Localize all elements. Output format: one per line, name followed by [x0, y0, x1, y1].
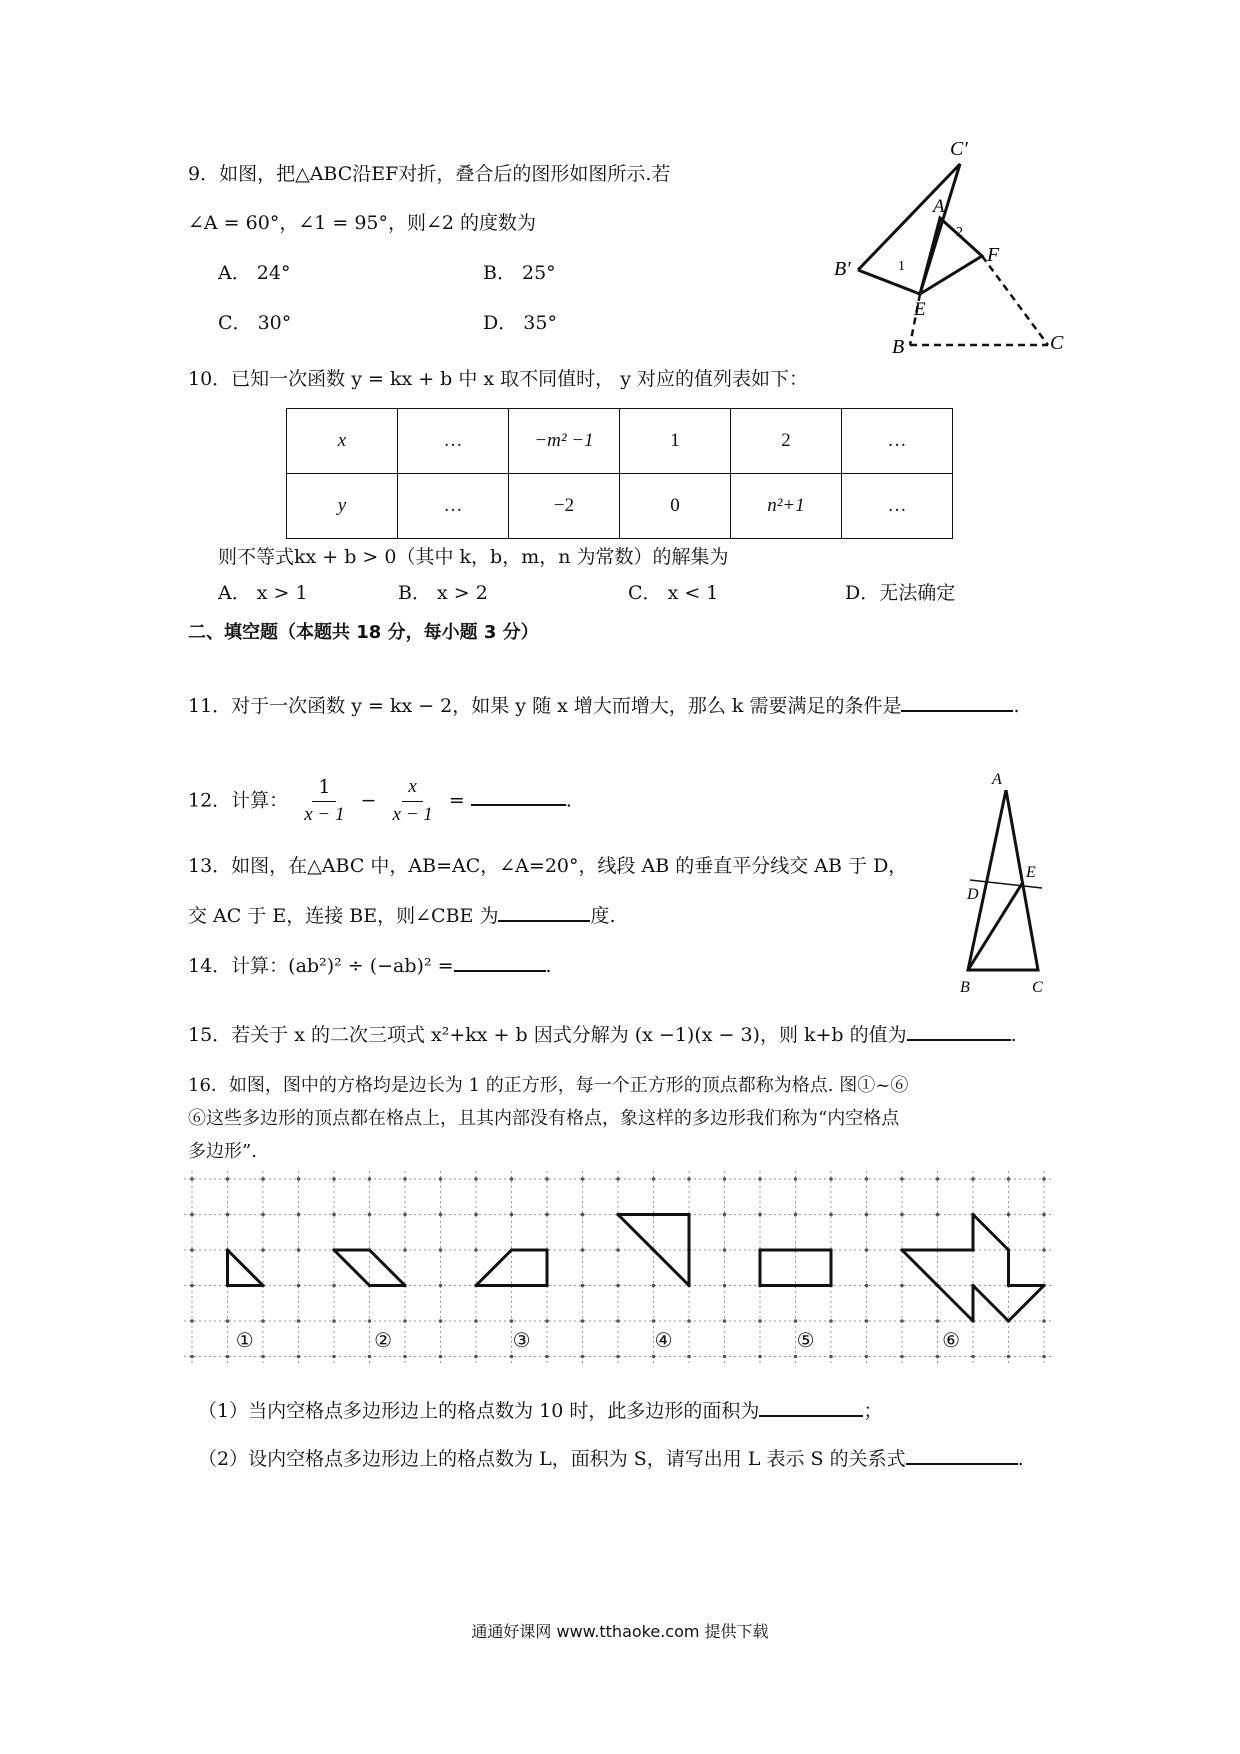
lattice-point [510, 1177, 514, 1181]
lattice-point [261, 1248, 265, 1252]
lattice-point [865, 1319, 869, 1323]
figure-label-6: ⑥ [942, 1330, 961, 1352]
equals-sign: = [448, 789, 465, 812]
lattice-point [865, 1284, 869, 1288]
fraction-denominator: x − 1 [304, 803, 345, 825]
lattice-point [226, 1355, 230, 1359]
lattice-point [865, 1355, 869, 1359]
lattice-point [865, 1177, 869, 1181]
lattice-point [545, 1213, 549, 1217]
lattice-point [439, 1177, 443, 1181]
lattice-point [297, 1248, 301, 1252]
label-2: 2 [956, 225, 963, 240]
lattice-point [794, 1319, 798, 1323]
lattice-polygon-1 [228, 1250, 264, 1286]
lattice-point [474, 1319, 478, 1323]
q16-sub1-text: （1）当内空格点多边形边上的格点数为 10 时，此多边形的面积为 [198, 1400, 760, 1422]
lattice-point [332, 1284, 336, 1288]
lattice-point [297, 1213, 301, 1217]
fraction-denominator: x − 1 [392, 803, 433, 825]
lattice-point [1042, 1248, 1046, 1252]
lattice-point [510, 1319, 514, 1323]
lattice-point [226, 1319, 230, 1323]
lattice-point [474, 1213, 478, 1217]
lattice-point [936, 1213, 940, 1217]
q10-option-a: A． x > 1 [218, 582, 308, 604]
q16-line2: ⑥这些多边形的顶点都在格点上，且其内部没有格点，象这样的多边形我们称为“内空格点 [188, 1108, 900, 1129]
lattice-point [332, 1213, 336, 1217]
label-c-prime: C′ [950, 138, 968, 160]
q15-line [188, 1024, 1017, 1047]
table-cell: y [287, 474, 398, 539]
label-c: C [1032, 979, 1043, 996]
q14-text: 14．计算：(ab²)² ÷ (−ab)² = [188, 955, 454, 977]
figure-label-3: ③ [512, 1330, 531, 1352]
q13-line2-text: 交 AC 于 E，连接 BE，则∠CBE 为 [188, 905, 499, 927]
lattice-point [439, 1284, 443, 1288]
q15-tail: . [1010, 1024, 1017, 1046]
lattice-point [581, 1248, 585, 1252]
lattice-point [794, 1213, 798, 1217]
q15-answer-blank[interactable] [907, 1038, 1011, 1041]
lattice-point [297, 1355, 301, 1359]
lattice-point [865, 1213, 869, 1217]
lattice-point [439, 1319, 443, 1323]
lattice-point [190, 1213, 194, 1217]
lattice-point [971, 1177, 975, 1181]
lattice-point [900, 1213, 904, 1217]
lattice-point [581, 1213, 585, 1217]
lattice-point [581, 1284, 585, 1288]
q9-line1: 9．如图，把△ABC沿EF对折，叠合后的图形如图所示.若 [188, 163, 671, 185]
figure-label-4: ④ [654, 1330, 673, 1352]
section-title: 二、填空题（本题共 18 分，每小题 3 分） [188, 622, 539, 643]
table-row [287, 409, 953, 474]
lattice-point [829, 1177, 833, 1181]
q16-sub1-line [198, 1400, 882, 1423]
table-cell: 1 [620, 409, 731, 474]
label-e: E [914, 299, 926, 320]
q10-question: 则不等式kx + b > 0（其中 k，b，m，n 为常数）的解集为 [218, 546, 729, 568]
q9-option-c: C． 30° [218, 312, 292, 334]
lattice-point [616, 1248, 620, 1252]
q10-value-table [286, 408, 953, 539]
lattice-point [581, 1355, 585, 1359]
lattice-point [190, 1177, 194, 1181]
lattice-point [545, 1177, 549, 1181]
q9-option-d: D． 35° [483, 312, 557, 334]
table-cell: … [398, 474, 509, 539]
q9-line2: ∠A = 60°，∠1 = 95°，则∠2 的度数为 [188, 212, 537, 234]
lattice-point [261, 1355, 265, 1359]
lattice-point [829, 1213, 833, 1217]
q14-answer-blank[interactable] [454, 969, 546, 972]
lattice-point [723, 1177, 727, 1181]
lattice-point [758, 1319, 762, 1323]
label-b-prime: B′ [834, 258, 851, 280]
lattice-point [936, 1177, 940, 1181]
q11-answer-blank[interactable] [901, 709, 1013, 712]
table-cell: −m² −1 [509, 409, 620, 474]
q9-option-a: A． 24° [218, 262, 291, 284]
q13-line2-tail: 度. [590, 905, 616, 927]
q12-answer-blank[interactable] [471, 803, 566, 806]
table-cell: … [842, 474, 953, 539]
label-b: B [892, 336, 905, 358]
lattice-point [261, 1319, 265, 1323]
label-b: B [960, 979, 970, 996]
lattice-point [510, 1213, 514, 1217]
fraction-1 [298, 776, 350, 827]
fraction-numerator: 1 [312, 776, 336, 802]
lattice-point [652, 1284, 656, 1288]
q14-line [188, 955, 552, 978]
lattice-point [368, 1177, 372, 1181]
lattice-point [403, 1177, 407, 1181]
lattice-point [1042, 1213, 1046, 1217]
q9-folded-triangle-figure [830, 130, 1080, 365]
lattice-point [723, 1284, 727, 1288]
lattice-point [190, 1284, 194, 1288]
lattice-point [510, 1355, 514, 1359]
lattice-point [297, 1319, 301, 1323]
table-cell: −2 [509, 474, 620, 539]
q11-tail: . [1013, 695, 1020, 717]
lattice-point [652, 1355, 656, 1359]
lattice-point [403, 1248, 407, 1252]
q10-option-b: B． x > 2 [398, 582, 488, 604]
lattice-point [652, 1177, 656, 1181]
lattice-point [616, 1355, 620, 1359]
table-cell: 2 [731, 409, 842, 474]
lattice-point [900, 1319, 904, 1323]
lattice-point [190, 1248, 194, 1252]
label-c: C [1050, 332, 1064, 354]
lattice-point [368, 1319, 372, 1323]
figure-label-1: ① [235, 1330, 254, 1352]
q9-option-b: B． 25° [483, 262, 556, 284]
lattice-point [190, 1319, 194, 1323]
lattice-point [439, 1213, 443, 1217]
lattice-point [900, 1177, 904, 1181]
lattice-point [226, 1213, 230, 1217]
label-a: A [933, 196, 945, 217]
table-row [287, 474, 953, 539]
lattice-point [545, 1319, 549, 1323]
lattice-point [297, 1177, 301, 1181]
q12-prefix: 12．计算： [188, 789, 289, 812]
lattice-point [1042, 1177, 1046, 1181]
q12-line [188, 776, 572, 827]
lattice-polygon-grid-figure [180, 1165, 1060, 1380]
q10-option-c: C． x < 1 [628, 582, 719, 604]
q13-isosceles-triangle-figure [950, 770, 1070, 1000]
lattice-point [261, 1177, 265, 1181]
label-a: A [992, 771, 1002, 788]
lattice-point [723, 1248, 727, 1252]
lattice-point [687, 1355, 691, 1359]
minus-sign: − [360, 789, 377, 812]
q15-text: 15．若关于 x 的二次三项式 x²+kx + b 因式分解为 (x −1)(x − 3)，则 k+b 的值为 [188, 1024, 907, 1046]
lattice-point [581, 1319, 585, 1323]
lattice-point [936, 1319, 940, 1323]
figure-label-5: ⑤ [796, 1330, 815, 1352]
q13-answer-blank[interactable] [498, 919, 590, 922]
table-cell: x [287, 409, 398, 474]
lattice-point [368, 1213, 372, 1217]
label-e: E [1026, 864, 1036, 881]
table-cell: … [398, 409, 509, 474]
lattice-point [865, 1248, 869, 1252]
q16-line3: 多边形”. [188, 1141, 257, 1162]
q11-text: 11．对于一次函数 y = kx − 2，如果 y 随 x 增大而增大，那么 k 需要满足的条件是 [188, 695, 902, 717]
lattice-point [1007, 1177, 1011, 1181]
lattice-point [226, 1177, 230, 1181]
lattice-point [332, 1177, 336, 1181]
q16-sub2-line [198, 1448, 1024, 1471]
q16-sub1-answer-blank[interactable] [759, 1414, 863, 1417]
lattice-point [900, 1284, 904, 1288]
lattice-point [368, 1355, 372, 1359]
footer-source: 通通好课网 www.tthaoke.com 提供下载 [471, 1622, 769, 1641]
q14-tail: . [545, 955, 552, 977]
lattice-point [758, 1177, 762, 1181]
lattice-point [1042, 1355, 1046, 1359]
lattice-point [439, 1355, 443, 1359]
lattice-point [829, 1319, 833, 1323]
lattice-polygon-4 [618, 1215, 689, 1286]
q13-line1: 13．如图，在△ABC 中，AB=AC，∠A=20°，线段 AB 的垂直平分线交 AB 于 D， [188, 855, 908, 877]
lattice-point [474, 1248, 478, 1252]
lattice-point [332, 1355, 336, 1359]
q12-tail: . [565, 789, 572, 812]
lattice-point [190, 1355, 194, 1359]
lattice-point [474, 1355, 478, 1359]
lattice-point [723, 1213, 727, 1217]
lattice-point [332, 1319, 336, 1323]
lattice-point [829, 1355, 833, 1359]
lattice-point [474, 1177, 478, 1181]
q16-line1: 16．如图，图中的方格均是边长为 1 的正方形，每一个正方形的顶点都称为格点. 图①~⑥ [188, 1075, 909, 1096]
q16-sub2-text: （2）设内空格点多边形边上的格点数为 L，面积为 S，请写出用 L 表示 S 的关系式 [198, 1448, 906, 1470]
lattice-point [1007, 1355, 1011, 1359]
q10-option-d: D．无法确定 [845, 582, 956, 604]
label-d: D [967, 886, 979, 903]
lattice-point [403, 1213, 407, 1217]
lattice-point [652, 1319, 656, 1323]
lattice-point [687, 1319, 691, 1323]
lattice-point [900, 1355, 904, 1359]
lattice-point [616, 1177, 620, 1181]
lattice-point [971, 1355, 975, 1359]
fraction-2 [387, 776, 439, 827]
fraction-numerator: x [402, 776, 422, 802]
lattice-point [581, 1177, 585, 1181]
q16-sub2-tail: . [1017, 1448, 1024, 1470]
lattice-point [723, 1319, 727, 1323]
q10-intro: 10．已知一次函数 y = kx + b 中 x 取不同值时， y 对应的值列表如下： [188, 368, 808, 390]
lattice-point [1007, 1213, 1011, 1217]
lattice-point [758, 1355, 762, 1359]
label-1: 1 [898, 259, 905, 274]
lattice-point [687, 1177, 691, 1181]
table-cell: 0 [620, 474, 731, 539]
lattice-point [439, 1248, 443, 1252]
q13-line2 [188, 905, 616, 928]
lattice-point [616, 1284, 620, 1288]
lattice-point [403, 1319, 407, 1323]
figure-label-2: ② [374, 1330, 393, 1352]
table-cell: … [842, 409, 953, 474]
q16-sub1-tail: ； [863, 1400, 883, 1422]
lattice-point [936, 1355, 940, 1359]
lattice-point [794, 1177, 798, 1181]
table-cell: n²+1 [731, 474, 842, 539]
label-f: F [987, 244, 1000, 266]
lattice-point [403, 1355, 407, 1359]
lattice-point [297, 1284, 301, 1288]
lattice-point [616, 1319, 620, 1323]
lattice-point [545, 1355, 549, 1359]
lattice-point [758, 1213, 762, 1217]
lattice-point [723, 1355, 727, 1359]
q16-sub2-answer-blank[interactable] [906, 1462, 1018, 1465]
q11-line [188, 695, 1020, 718]
lattice-point [794, 1355, 798, 1359]
lattice-point [1042, 1319, 1046, 1323]
lattice-point [261, 1213, 265, 1217]
